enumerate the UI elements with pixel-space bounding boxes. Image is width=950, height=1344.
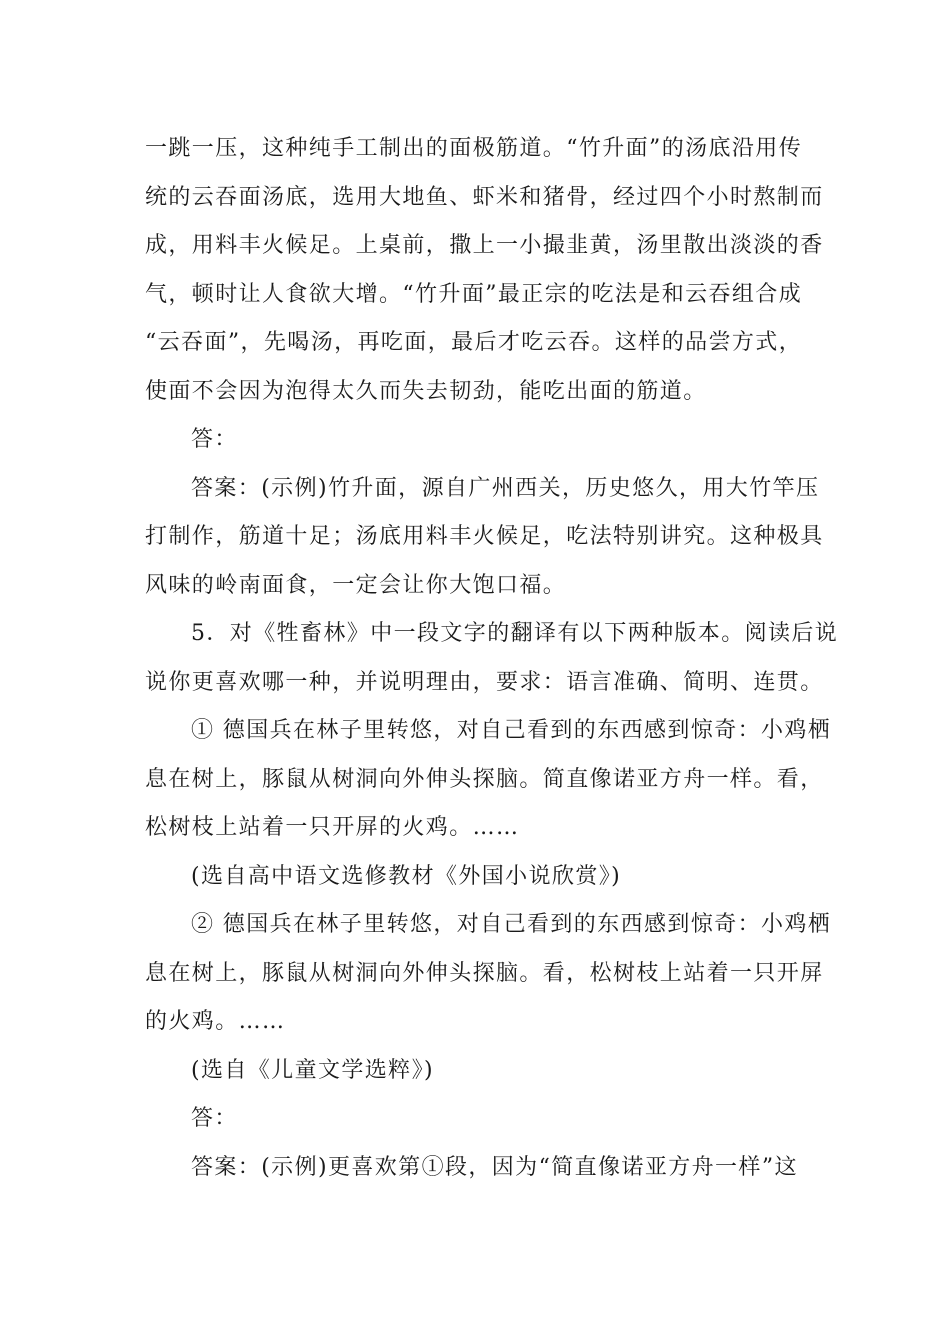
text-line: 答案：(示例)更喜欢第①段，因为“简直像诺亚方舟一样”这 (191, 1154, 798, 1180)
text-line: 息在树上，豚鼠从树洞向外伸头探脑。简直像诺亚方舟一样。看， (145, 766, 824, 792)
text-line: “云吞面”，先喝汤，再吃面，最后才吃云吞。这样的品尝方式， (145, 330, 803, 355)
question-paragraph (145, 610, 839, 707)
text-line: 统的云吞面汤底，选用大地鱼、虾米和猪骨，经过四个小时熬制而 (145, 184, 824, 210)
text-line: 打制作，筋道十足；汤底用料丰火候足，吃法特别讲究。这种极具 (145, 524, 824, 549)
text-line: 气，顿时让人食欲大增。“竹升面”最正宗的吃法是和云吞组合成 (145, 281, 803, 307)
text-line: 息在树上，豚鼠从树洞向外伸头探脑。看，松树枝上站着一只开屏 (145, 960, 824, 986)
text-line: (选自《儿童文学选粹》) (191, 1057, 434, 1083)
text-line: 使面不会因为泡得太久而失去韧劲，能吃出面的筋道。 (145, 378, 707, 404)
text-line: 答案：(示例)竹升面，源自广州西关，历史悠久，用大竹竿压 (191, 475, 820, 501)
text-line: 的火鸡。…… (145, 1009, 286, 1034)
text-line: (选自高中语文选修教材《外国小说欣赏》) (191, 863, 622, 889)
answer-paragraph (145, 1144, 810, 1193)
source-citation-1 (145, 853, 810, 902)
answer-label (145, 1095, 810, 1144)
translation-version-2 (145, 901, 832, 1047)
text-line: 风味的岭南面食，一定会让你大饱口福。 (145, 572, 567, 598)
text-line: 答： (191, 427, 238, 452)
text-line: 说你更喜欢哪一种，并说明理由，要求：语言准确、简明、连贯。 (145, 669, 824, 695)
text-line: ② 德国兵在林子里转悠，对自己看到的东西感到惊奇：小鸡栖 (191, 912, 832, 937)
answer-paragraph (145, 465, 824, 611)
text-line: 5．对《牲畜林》中一段文字的翻译有以下两种版本。阅读后说 (191, 621, 839, 646)
paragraph-zhushengmian-description (145, 125, 824, 416)
text-line: ① 德国兵在林子里转悠，对自己看到的东西感到惊奇：小鸡栖 (191, 718, 832, 743)
text-line: 一跳一压，这种纯手工制出的面极筋道。“竹升面”的汤底沿用传 (145, 136, 803, 161)
document-body (145, 125, 839, 1192)
source-citation-2 (145, 1047, 810, 1096)
text-line: 成，用料丰火候足。上桌前，撒上一小撮韭黄，汤里散出淡淡的香 (145, 233, 824, 258)
answer-label (145, 416, 810, 465)
text-line: 松树枝上站着一只开屏的火鸡。…… (145, 815, 520, 840)
translation-version-1 (145, 707, 832, 853)
text-line: 答： (191, 1106, 238, 1131)
